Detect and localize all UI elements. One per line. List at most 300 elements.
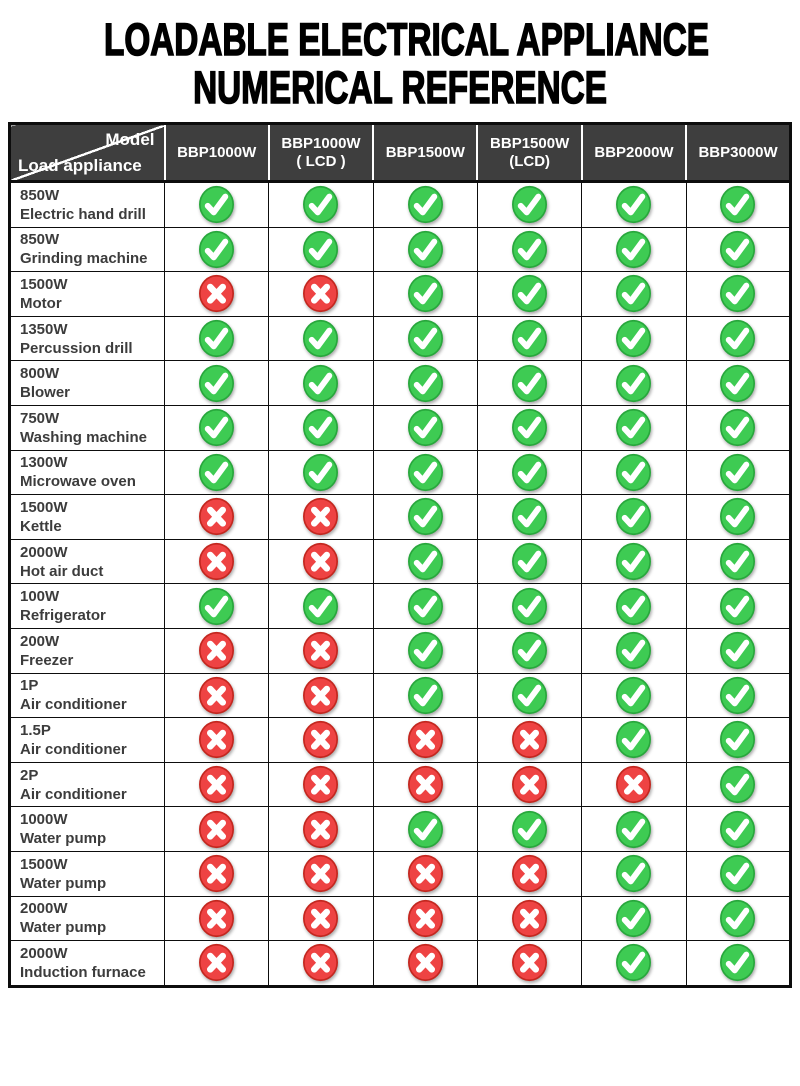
compat-cell xyxy=(582,718,686,763)
compat-cell xyxy=(582,807,686,852)
compat-cell xyxy=(373,182,477,228)
check-icon xyxy=(198,453,235,492)
column-header-bbp3000w: BBP3000W xyxy=(686,124,790,182)
check-icon xyxy=(719,453,756,492)
check-icon xyxy=(719,720,756,759)
check-icon xyxy=(615,408,652,447)
row-power: 750W xyxy=(20,409,60,427)
row-power: 1300W xyxy=(20,454,68,472)
check-icon xyxy=(615,274,652,313)
compat-cell xyxy=(165,941,269,987)
row-label xyxy=(10,182,165,228)
compat-cell xyxy=(686,361,790,406)
compat-cell xyxy=(477,450,581,495)
check-icon xyxy=(302,364,339,403)
check-icon xyxy=(511,542,548,581)
table-row xyxy=(10,450,791,495)
compat-cell xyxy=(165,896,269,941)
check-icon xyxy=(719,943,756,982)
compat-cell xyxy=(686,851,790,896)
load-appliance-header-label: Load appliance xyxy=(18,156,142,175)
check-icon xyxy=(719,185,756,224)
compat-cell xyxy=(373,762,477,807)
table-row xyxy=(10,272,791,317)
check-icon xyxy=(198,587,235,626)
check-icon xyxy=(615,453,652,492)
check-icon xyxy=(719,542,756,581)
compat-cell xyxy=(686,762,790,807)
table-row xyxy=(10,227,791,272)
compat-cell xyxy=(165,807,269,852)
row-appliance-name: Freezer xyxy=(20,651,74,669)
table-row xyxy=(10,718,791,763)
compat-cell xyxy=(582,584,686,629)
row-appliance-name: Microwave oven xyxy=(20,473,136,491)
check-icon xyxy=(615,676,652,715)
compat-cell xyxy=(165,851,269,896)
compat-cell xyxy=(165,361,269,406)
row-power: 1500W xyxy=(20,855,68,873)
table-row xyxy=(10,807,791,852)
check-icon xyxy=(407,230,444,269)
compat-cell xyxy=(686,718,790,763)
check-icon xyxy=(198,185,235,224)
compat-cell xyxy=(686,896,790,941)
check-icon xyxy=(407,631,444,670)
check-icon xyxy=(615,230,652,269)
title-line-2: NUMERICAL REFERENCE xyxy=(193,62,607,113)
check-icon xyxy=(198,230,235,269)
compat-cell xyxy=(165,628,269,673)
compat-cell xyxy=(165,316,269,361)
cross-icon xyxy=(511,720,548,759)
compat-cell xyxy=(165,450,269,495)
check-icon xyxy=(407,319,444,358)
compat-cell xyxy=(269,361,373,406)
row-appliance-name: Water pump xyxy=(20,874,107,892)
check-icon xyxy=(198,364,235,403)
compat-cell xyxy=(477,495,581,540)
check-icon xyxy=(719,230,756,269)
compat-cell xyxy=(477,807,581,852)
table-row xyxy=(10,539,791,584)
compat-cell xyxy=(373,316,477,361)
page-title xyxy=(0,16,800,112)
check-icon xyxy=(719,319,756,358)
compat-cell xyxy=(165,539,269,584)
compat-cell xyxy=(269,807,373,852)
compat-cell xyxy=(477,896,581,941)
check-icon xyxy=(511,408,548,447)
compat-cell xyxy=(477,628,581,673)
row-label xyxy=(10,272,165,317)
check-icon xyxy=(719,854,756,893)
row-power: 850W xyxy=(20,186,60,204)
row-label xyxy=(10,361,165,406)
cross-icon xyxy=(302,765,339,804)
row-power: 100W xyxy=(20,588,60,606)
compat-cell xyxy=(686,941,790,987)
table-row xyxy=(10,762,791,807)
compat-cell xyxy=(686,450,790,495)
check-icon xyxy=(719,587,756,626)
compat-cell xyxy=(373,227,477,272)
table-row xyxy=(10,361,791,406)
row-power: 850W xyxy=(20,231,60,249)
compat-cell xyxy=(686,584,790,629)
row-power: 2000W xyxy=(20,900,68,918)
cross-icon xyxy=(302,274,339,313)
row-appliance-name: Water pump xyxy=(20,919,107,937)
check-icon xyxy=(407,408,444,447)
check-icon xyxy=(615,854,652,893)
cross-icon xyxy=(302,542,339,581)
check-icon xyxy=(407,364,444,403)
row-appliance-name: Refrigerator xyxy=(20,607,106,625)
compat-cell xyxy=(269,272,373,317)
compat-cell xyxy=(582,851,686,896)
check-icon xyxy=(511,497,548,536)
check-icon xyxy=(302,230,339,269)
cross-icon xyxy=(198,943,235,982)
compat-cell xyxy=(269,584,373,629)
column-header-bbp1500w-lcd: BBP1500W (LCD) xyxy=(477,124,581,182)
compat-cell xyxy=(686,182,790,228)
compat-cell xyxy=(373,673,477,718)
compat-cell xyxy=(269,941,373,987)
compat-cell xyxy=(269,227,373,272)
check-icon xyxy=(302,319,339,358)
check-icon xyxy=(407,185,444,224)
row-appliance-name: Blower xyxy=(20,384,71,402)
cross-icon xyxy=(198,274,235,313)
cross-icon xyxy=(302,497,339,536)
check-icon xyxy=(407,676,444,715)
table-header xyxy=(10,124,791,182)
compat-cell xyxy=(373,405,477,450)
row-appliance-name: Kettle xyxy=(20,517,62,535)
check-icon xyxy=(198,319,235,358)
check-icon xyxy=(511,631,548,670)
check-icon xyxy=(511,676,548,715)
cross-icon xyxy=(615,765,652,804)
column-header-bbp1000w-lcd: BBP1000W ( LCD ) xyxy=(269,124,373,182)
row-label xyxy=(10,673,165,718)
row-power: 2P xyxy=(20,766,39,784)
compat-cell xyxy=(477,941,581,987)
check-icon xyxy=(719,274,756,313)
cross-icon xyxy=(407,943,444,982)
row-label xyxy=(10,227,165,272)
cross-icon xyxy=(302,720,339,759)
check-icon xyxy=(719,899,756,938)
compat-cell xyxy=(582,628,686,673)
row-power: 200W xyxy=(20,632,60,650)
compat-cell xyxy=(477,316,581,361)
table-row xyxy=(10,405,791,450)
table-row xyxy=(10,495,791,540)
row-appliance-name: Air conditioner xyxy=(20,696,127,714)
check-icon xyxy=(302,185,339,224)
check-icon xyxy=(719,810,756,849)
cross-icon xyxy=(198,854,235,893)
cross-icon xyxy=(511,854,548,893)
table-body xyxy=(10,182,791,987)
compat-cell xyxy=(686,807,790,852)
cross-icon xyxy=(198,497,235,536)
column-header-bbp1000w: BBP1000W xyxy=(165,124,269,182)
check-icon xyxy=(511,587,548,626)
check-icon xyxy=(615,587,652,626)
title-line-1: LOADABLE ELECTRICAL APPLIANCE xyxy=(104,14,709,65)
check-icon xyxy=(511,274,548,313)
cross-icon xyxy=(511,943,548,982)
check-icon xyxy=(511,319,548,358)
table-row xyxy=(10,182,791,228)
compat-cell xyxy=(582,272,686,317)
compat-cell xyxy=(165,584,269,629)
compat-cell xyxy=(477,227,581,272)
check-icon xyxy=(719,676,756,715)
row-label xyxy=(10,316,165,361)
check-icon xyxy=(719,408,756,447)
compat-cell xyxy=(165,405,269,450)
model-header-label: Model xyxy=(105,130,155,149)
compat-cell xyxy=(165,718,269,763)
compat-cell xyxy=(686,673,790,718)
compat-cell xyxy=(477,182,581,228)
cross-icon xyxy=(511,765,548,804)
check-icon xyxy=(615,364,652,403)
compat-cell xyxy=(165,272,269,317)
compat-cell xyxy=(373,361,477,406)
check-icon xyxy=(407,810,444,849)
compat-cell xyxy=(582,182,686,228)
check-icon xyxy=(302,587,339,626)
cross-icon xyxy=(407,854,444,893)
cross-icon xyxy=(198,765,235,804)
cross-icon xyxy=(407,899,444,938)
compat-cell xyxy=(686,316,790,361)
row-appliance-name: Induction furnace xyxy=(20,963,146,981)
header-row xyxy=(10,124,791,182)
compat-cell xyxy=(686,539,790,584)
compat-cell xyxy=(373,941,477,987)
check-icon xyxy=(407,497,444,536)
compat-cell xyxy=(373,896,477,941)
check-icon xyxy=(719,364,756,403)
check-icon xyxy=(407,453,444,492)
table-row xyxy=(10,851,791,896)
row-power: 1.5P xyxy=(20,721,51,739)
row-power: 1500W xyxy=(20,498,68,516)
check-icon xyxy=(615,810,652,849)
row-power: 1350W xyxy=(20,320,68,338)
compat-cell xyxy=(582,361,686,406)
row-label xyxy=(10,495,165,540)
compat-cell xyxy=(686,227,790,272)
compat-cell xyxy=(269,495,373,540)
row-appliance-name: Percussion drill xyxy=(20,339,133,357)
row-label xyxy=(10,584,165,629)
table-row xyxy=(10,896,791,941)
row-power: 2000W xyxy=(20,543,68,561)
compat-cell xyxy=(373,851,477,896)
row-power: 1500W xyxy=(20,275,68,293)
check-icon xyxy=(719,631,756,670)
compat-cell xyxy=(477,361,581,406)
check-icon xyxy=(615,899,652,938)
check-icon xyxy=(302,408,339,447)
table-row xyxy=(10,628,791,673)
compat-cell xyxy=(373,584,477,629)
cross-icon xyxy=(198,720,235,759)
cross-icon xyxy=(302,676,339,715)
compat-cell xyxy=(165,182,269,228)
compat-cell xyxy=(269,539,373,584)
compat-cell xyxy=(582,539,686,584)
corner-cell xyxy=(10,124,165,182)
cross-icon xyxy=(198,542,235,581)
compat-cell xyxy=(582,896,686,941)
compat-cell xyxy=(477,272,581,317)
reference-table xyxy=(8,122,792,988)
check-icon xyxy=(719,497,756,536)
compat-cell xyxy=(477,718,581,763)
check-icon xyxy=(615,720,652,759)
compat-cell xyxy=(269,628,373,673)
row-appliance-name: Washing machine xyxy=(20,428,147,446)
row-appliance-name: Grinding machine xyxy=(20,250,148,268)
cross-icon xyxy=(407,765,444,804)
compat-cell xyxy=(373,495,477,540)
compat-cell xyxy=(582,673,686,718)
compat-cell xyxy=(269,405,373,450)
compat-cell xyxy=(165,495,269,540)
compat-cell xyxy=(477,539,581,584)
cross-icon xyxy=(198,676,235,715)
check-icon xyxy=(511,810,548,849)
row-label xyxy=(10,896,165,941)
compat-cell xyxy=(477,762,581,807)
compat-cell xyxy=(269,851,373,896)
cross-icon xyxy=(511,899,548,938)
compat-cell xyxy=(269,762,373,807)
check-icon xyxy=(615,319,652,358)
row-label xyxy=(10,941,165,987)
check-icon xyxy=(615,497,652,536)
row-label xyxy=(10,807,165,852)
compat-cell xyxy=(373,718,477,763)
compat-cell xyxy=(373,539,477,584)
compat-cell xyxy=(269,182,373,228)
cross-icon xyxy=(302,943,339,982)
check-icon xyxy=(511,185,548,224)
cross-icon xyxy=(198,899,235,938)
row-label xyxy=(10,851,165,896)
compat-cell xyxy=(582,405,686,450)
row-power: 2000W xyxy=(20,944,68,962)
check-icon xyxy=(615,185,652,224)
compat-cell xyxy=(373,450,477,495)
table-row xyxy=(10,941,791,987)
compat-cell xyxy=(686,628,790,673)
check-icon xyxy=(302,453,339,492)
row-label xyxy=(10,450,165,495)
compat-cell xyxy=(582,316,686,361)
compat-cell xyxy=(477,584,581,629)
cross-icon xyxy=(198,810,235,849)
row-power: 1P xyxy=(20,677,39,695)
compat-cell xyxy=(477,851,581,896)
row-label xyxy=(10,762,165,807)
table-row xyxy=(10,673,791,718)
row-power: 1000W xyxy=(20,811,68,829)
compat-cell xyxy=(582,495,686,540)
compat-cell xyxy=(373,807,477,852)
check-icon xyxy=(407,542,444,581)
cross-icon xyxy=(302,810,339,849)
table-row xyxy=(10,316,791,361)
compat-cell xyxy=(269,450,373,495)
row-appliance-name: Air conditioner xyxy=(20,785,127,803)
row-appliance-name: Hot air duct xyxy=(20,562,104,580)
cross-icon xyxy=(302,854,339,893)
compat-cell xyxy=(582,450,686,495)
column-header-bbp2000w: BBP2000W xyxy=(582,124,686,182)
compat-cell xyxy=(373,628,477,673)
column-header-bbp1500w: BBP1500W xyxy=(373,124,477,182)
row-label xyxy=(10,718,165,763)
compat-cell xyxy=(165,762,269,807)
check-icon xyxy=(719,765,756,804)
check-icon xyxy=(615,631,652,670)
row-appliance-name: Electric hand drill xyxy=(20,205,146,223)
compat-cell xyxy=(582,941,686,987)
compat-cell xyxy=(582,227,686,272)
compat-cell xyxy=(269,718,373,763)
compat-cell xyxy=(165,673,269,718)
compat-cell xyxy=(165,227,269,272)
cross-icon xyxy=(302,899,339,938)
compat-cell xyxy=(477,405,581,450)
check-icon xyxy=(511,230,548,269)
cross-icon xyxy=(302,631,339,670)
row-appliance-name: Air conditioner xyxy=(20,740,127,758)
check-icon xyxy=(198,408,235,447)
compat-cell xyxy=(477,673,581,718)
compat-cell xyxy=(373,272,477,317)
check-icon xyxy=(407,274,444,313)
compat-cell xyxy=(686,405,790,450)
row-label xyxy=(10,628,165,673)
check-icon xyxy=(615,542,652,581)
row-power: 800W xyxy=(20,365,60,383)
row-label xyxy=(10,539,165,584)
check-icon xyxy=(407,587,444,626)
row-label xyxy=(10,405,165,450)
compat-cell xyxy=(269,673,373,718)
check-icon xyxy=(511,364,548,403)
compat-cell xyxy=(269,896,373,941)
check-icon xyxy=(511,453,548,492)
compat-cell xyxy=(582,762,686,807)
compat-cell xyxy=(686,272,790,317)
row-appliance-name: Motor xyxy=(20,294,62,312)
compat-cell xyxy=(686,495,790,540)
table-row xyxy=(10,584,791,629)
cross-icon xyxy=(198,631,235,670)
